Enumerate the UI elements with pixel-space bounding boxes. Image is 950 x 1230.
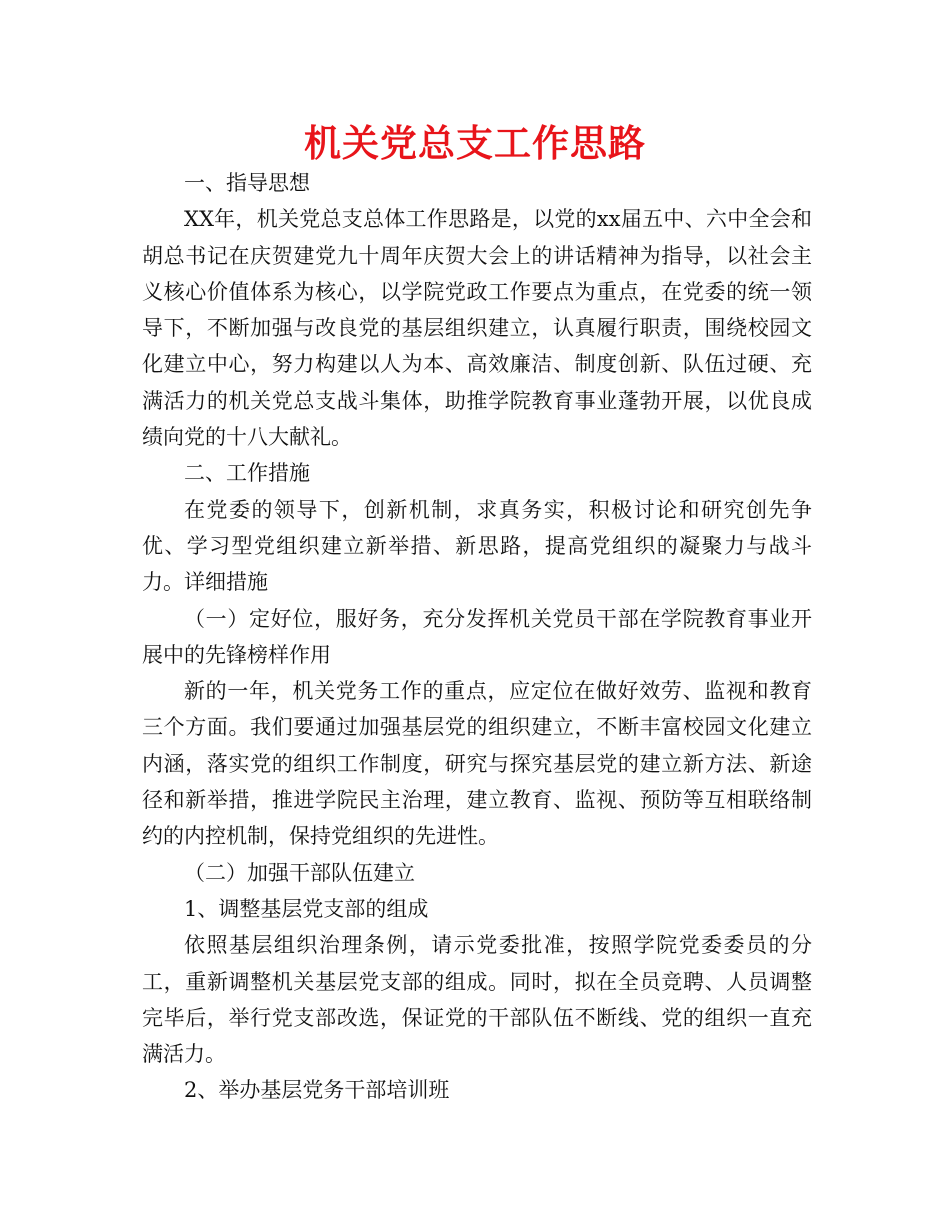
paragraph-new-year-focus: 新的一年，机关党务工作的重点，应定位在做好效劳、监视和教育三个方面。我们要通过加强基层党的组织建立，不断丰富校园文化建立内涵，落实党的组织工作制度，研究与探究基层党的建立新方法、新途径和新举措，推进学院民主治理，建立教育、监视、预防等互相联络制约的内控机制，保持党组织的先进性。	[142, 679, 812, 849]
item-training-class: 2、举办基层党务干部培训班	[184, 1078, 450, 1103]
subheading-positioning: （一）定好位，服好务，充分发挥机关党员干部在学院教育事业开展中的先锋榜样作用	[142, 606, 812, 667]
paragraph-measures-intro: 在党委的领导下，创新机制，求真务实，积极讨论和研究创先争优、学习型党组织建立新举措、新思路，提高党组织的凝聚力与战斗力。详细措施	[142, 497, 812, 595]
item-adjust-branches: 1、调整基层党支部的组成	[184, 896, 429, 921]
paragraph-work-approach: XX年，机关党总支总体工作思路是，以党的xx届五中、六中全会和胡总书记在庆贺建党九十周年庆贺大会上的讲话精神为指导，以社会主义核心价值体系为核心，以学院党政工作要点为重点，在党委的统一领导下，不断加强与改良党的基层组织建立，认真履行职责，围绕校园文化建立中心，努力构建以人为本、高效廉洁、制度创新、队伍过硬、充满活力的机关党总支战斗集体，助推学院教育事业蓬勃开展，以优良成绩向党的十八大献礼。	[142, 207, 812, 450]
heading-work-measures: 二、工作措施	[184, 461, 310, 486]
document-body	[142, 165, 812, 1109]
document-title: 机关党总支工作思路	[304, 122, 646, 165]
heading-guiding-ideology: 一、指导思想	[184, 171, 310, 195]
paragraph-adjust-branches: 依照基层组织治理条例，请示党委批准，按照学院党委委员的分工，重新调整机关基层党支部的组成。同时，拟在全员竞聘、人员调整完毕后，举行党支部改选，保证党的干部队伍不断线、党的组织一直充满活力。	[142, 933, 812, 1067]
subheading-cadre-building: （二）加强干部队伍建立	[184, 860, 415, 885]
